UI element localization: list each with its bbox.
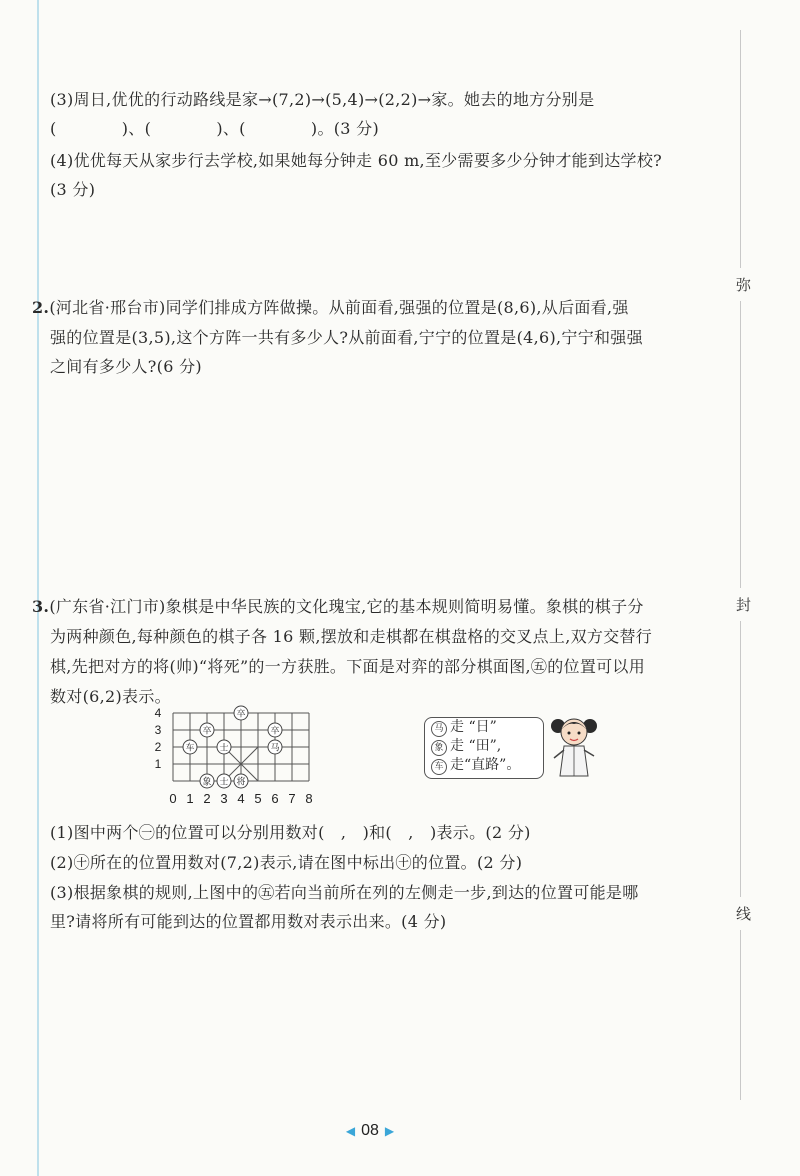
q2-number: 2. — [32, 298, 50, 317]
y-tick-label: 2 — [154, 740, 162, 754]
x-axis-labels — [169, 791, 312, 806]
chess-board — [150, 705, 340, 811]
q3-part2: (2)㊉所在的位置用数对(7,2)表示,请在图中标出㊉的位置。(2 分) — [50, 853, 523, 872]
horse-piece-icon: 马 — [431, 721, 447, 737]
x-tick-label: 5 — [254, 791, 262, 806]
x-tick-label: 1 — [186, 791, 194, 806]
q3-line4: 数对(6,2)表示。 — [50, 687, 171, 706]
binding-char-middle: 封 — [736, 588, 751, 621]
prev-arrow-icon: ◀ — [345, 1124, 356, 1138]
x-tick-label: 8 — [305, 791, 313, 806]
rule-text-elephant: 走 “田”, — [450, 738, 502, 754]
x-tick-label: 0 — [169, 791, 177, 806]
rule-row-chariot — [425, 756, 543, 775]
y-tick-label: 1 — [154, 757, 162, 771]
chess-piece — [234, 774, 248, 788]
chess-piece-label: 卒 — [236, 709, 246, 720]
page-footer — [0, 1122, 740, 1140]
page-number: 08 — [361, 1122, 379, 1139]
x-tick-label: 7 — [288, 791, 296, 806]
x-tick-label: 2 — [203, 791, 211, 806]
chess-piece — [268, 740, 282, 754]
chess-piece-label: 士 — [219, 743, 229, 754]
q2-line1 — [32, 295, 629, 318]
x-tick-label: 3 — [220, 791, 228, 806]
q2-line3: 之间有多少人?(6 分) — [50, 357, 202, 376]
y-tick-label: 3 — [154, 723, 162, 737]
chess-piece-label: 马 — [270, 743, 280, 754]
q1-part3-line2: ( )、( )、( )。(3 分) — [50, 119, 380, 138]
q3-part3-line1: (3)根据象棋的规则,上图中的㊄若向当前所在列的左侧走一步,到达的位置可能是哪 — [50, 883, 639, 902]
chess-piece-label: 士 — [219, 777, 229, 788]
rule-text-horse: 走 “日” — [450, 719, 497, 735]
chess-piece — [183, 740, 197, 754]
chess-piece — [200, 723, 214, 737]
q3-part3-line2: 里?请将所有可能到达的位置都用数对表示出来。(4 分) — [50, 912, 447, 931]
y-tick-label: 4 — [154, 706, 162, 720]
chariot-piece-icon: 车 — [431, 759, 447, 775]
binding-line — [740, 30, 741, 1100]
q3-number: 3. — [32, 597, 50, 616]
q1-part3-line1: (3)周日,优优的行动路线是家→(7,2)→(5,4)→(2,2)→家。她去的地方分别是 — [50, 90, 595, 109]
q1-part4-line2: (3 分) — [50, 180, 96, 199]
chess-piece — [268, 723, 282, 737]
rule-row-elephant — [425, 737, 543, 756]
q3-line1 — [32, 594, 644, 617]
binding-char-bottom: 线 — [736, 897, 751, 930]
q2-line2: 强的位置是(3,5),这个方阵一共有多少人?从前面看,宁宁的位置是(4,6),宁宁和强强 — [50, 328, 643, 347]
x-tick-label: 6 — [271, 791, 279, 806]
q3-line3: 棋,先把对方的将(帅)“将死”的一方获胜。下面是对弈的部分棋面图,㊄的位置可以用 — [50, 657, 646, 676]
chess-piece-label: 象 — [202, 777, 212, 788]
chess-piece-label: 车 — [185, 743, 195, 754]
rules-speech-bubble — [424, 717, 544, 779]
q2-text-line1: (河北省·邢台市)同学们排成方阵做操。从前面看,强强的位置是(8,6),从后面看,强 — [49, 298, 629, 317]
elephant-piece-icon: 象 — [431, 740, 447, 756]
x-tick-label: 4 — [237, 791, 245, 806]
q3-part1: (1)图中两个㊀的位置可以分别用数对( , )和( , )表示。(2 分) — [50, 823, 531, 842]
rule-row-horse — [425, 718, 543, 737]
left-margin-rule — [37, 0, 39, 1176]
girl-illustration-icon — [548, 710, 604, 778]
y-axis-labels — [155, 706, 162, 771]
next-arrow-icon: ▶ — [384, 1124, 395, 1138]
chess-piece — [200, 774, 214, 788]
q3-text-line1: (广东省·江门市)象棋是中华民族的文化瑰宝,它的基本规则简明易懂。象棋的棋子分 — [49, 597, 644, 616]
chess-piece — [234, 706, 248, 720]
chess-piece — [217, 740, 231, 754]
chess-piece — [217, 774, 231, 788]
chess-piece-label: 卒 — [202, 726, 212, 737]
chess-piece-label: 将 — [236, 777, 246, 788]
chess-piece-label: 卒 — [270, 726, 280, 737]
q3-line2: 为两种颜色,每种颜色的棋子各 16 颗,摆放和走棋都在棋盘格的交叉点上,双方交替行 — [50, 627, 653, 646]
rule-text-chariot: 走“直路”。 — [450, 757, 521, 773]
binding-char-top: 弥 — [736, 268, 751, 301]
q1-part4-line1: (4)优优每天从家步行去学校,如果她每分钟走 60 m,至少需要多少分钟才能到达学校? — [50, 151, 663, 170]
